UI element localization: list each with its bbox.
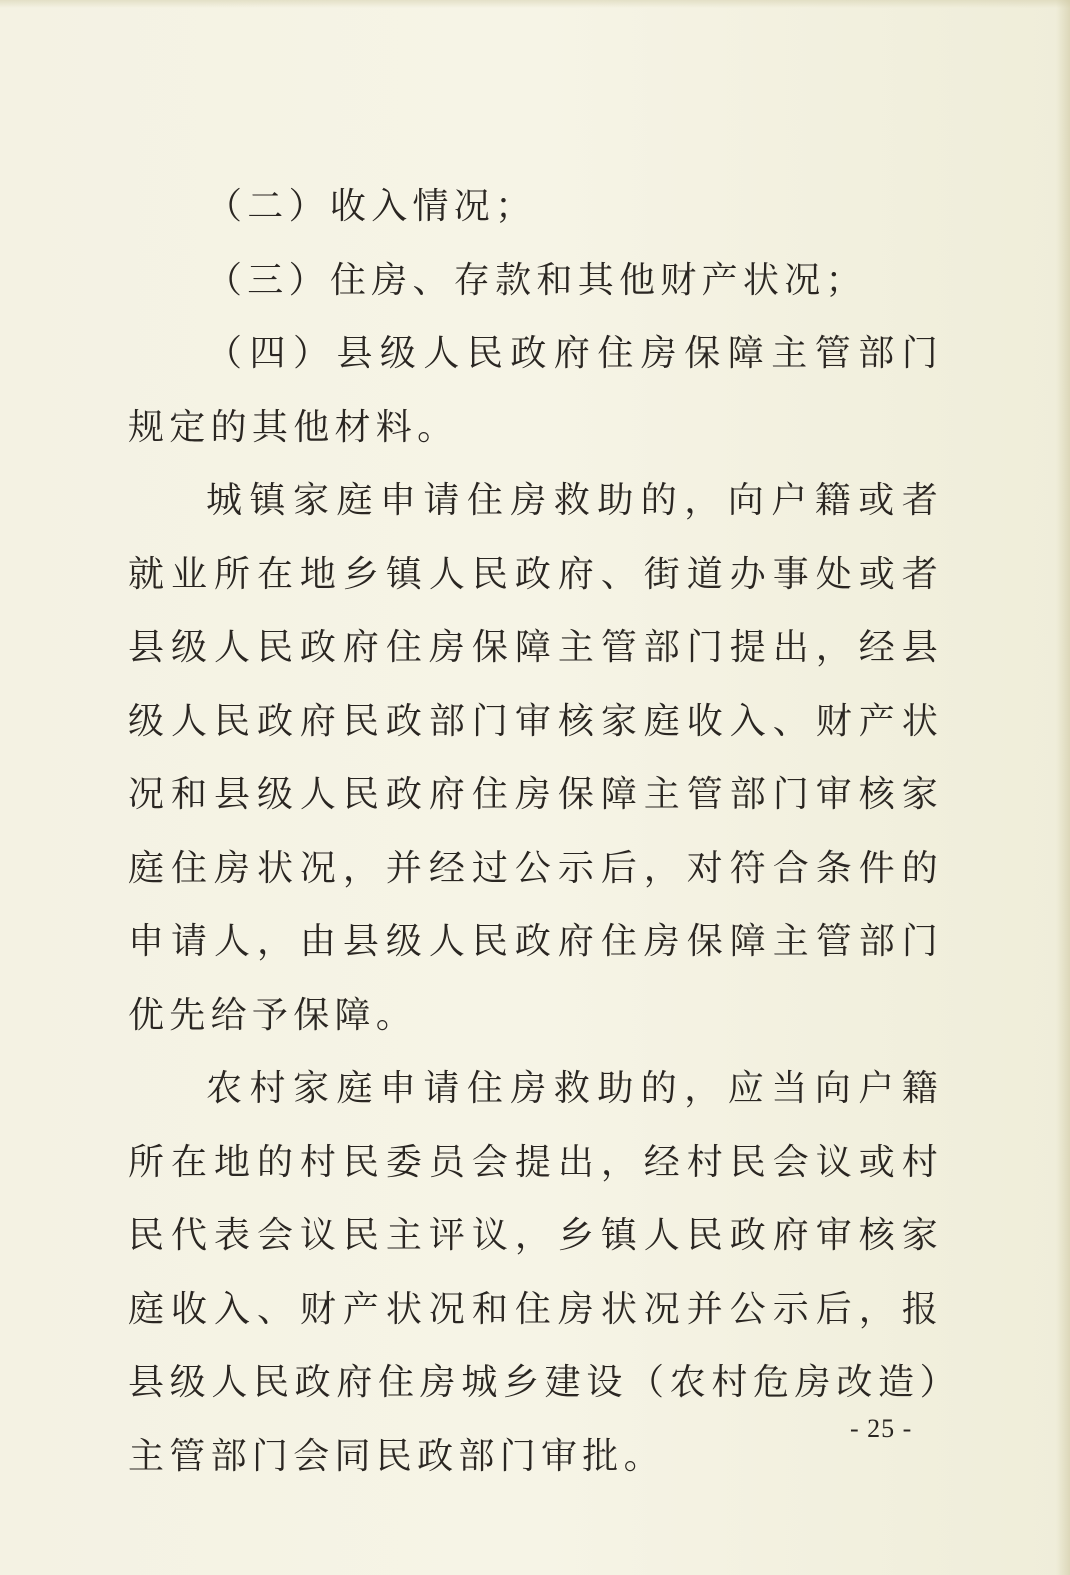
- paragraph-urban-families: 城镇家庭申请住房救助的，向户籍或者就业所在地乡镇人民政府、街道办事处或者县级人民政府住房保障主管部门提出，经县级人民政府民政部门审核家庭收入、财产状况和县级人民政府住房保障主管部门审核家庭住房状况，并经过公示后，对符合条件的申请人，由县级人民政府住房保障主管部门优先给予保障。: [128, 480, 943, 1036]
- body-text: [128, 170, 943, 1493]
- page-edge-shadow-right: [1056, 0, 1070, 1575]
- list-item-property: （三）住房、存款和其他财产状况；: [206, 259, 867, 301]
- page-number: - 25 -: [850, 1414, 913, 1443]
- list-item-other-materials: （四）县级人民政府住房保障主管部门规定的其他材料。: [128, 333, 943, 448]
- page-edge-shadow-top: [0, 0, 1070, 8]
- paragraph-rural-families: 农村家庭申请住房救助的，应当向户籍所在地的村民委员会提出，经村民会议或村民代表会议民主评议，乡镇人民政府审核家庭收入、财产状况和住房状况并公示后，报县级人民政府住房城乡建设（农村危房改造）主管部门会同民政部门审批。: [128, 1068, 943, 1477]
- list-item-income: （二）收入情况；: [206, 186, 537, 227]
